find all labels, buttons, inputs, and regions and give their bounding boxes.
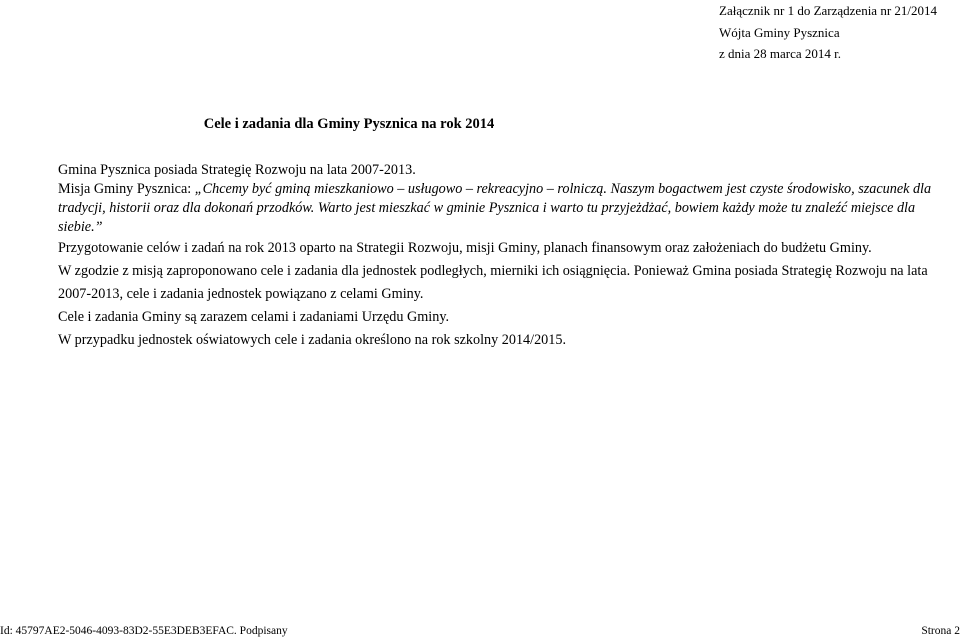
document-header [719, 0, 937, 65]
preparation-paragraph: Przygotowanie celów i zadań na rok 2013 oparto na Strategii Rozwoju, misji Gminy, planach finansowym oraz założeniach do budżetu Gminy. [58, 240, 872, 256]
strategy-paragraph: Gmina Pysznica posiada Strategię Rozwoju na lata 2007-2013. [58, 162, 416, 178]
mission-label: Misja Gminy Pysznica: [58, 181, 195, 197]
document-id-footer: Id: 45797AE2-5046-4093-83D2-55E3DEB3EFAC. Podpisany [0, 625, 288, 637]
mission-quote: „Chcemy być gminą mieszkaniowo – usługowo – rekreacyjno – rolniczą. Naszym bogactwem jest czyste środowisko, szacunek dla tradycji, historii oraz dla dokonań przodków. Warto jest mieszkać w gminie Pysznica i warto tu przyjeżdżać, bowiem każdy może tu znaleźć miejsce dla siebie.” [58, 181, 932, 235]
goals-paragraph: Cele i zadania Gminy są zarazem celami i zadaniami Urzędu Gminy. [58, 309, 450, 325]
document-title: Cele i zadania dla Gminy Pysznica na rok 2014 [203, 116, 495, 132]
education-paragraph: W przypadku jednostek oświatowych cele i zadania określono na rok szkolny 2014/2015. [58, 332, 566, 348]
agreement-paragraph: W zgodzie z misją zaproponowano cele i zadania dla jednostek podległych, mierniki ich osiągnięcia. Ponieważ Gmina posiada Strategię Rozwoju na lata 2007-2013, cele i zadania jednostek powiązano z celami Gminy. [58, 263, 928, 302]
header-attachment-line: Załącznik nr 1 do Zarządzenia nr 21/2014 [719, 3, 938, 18]
mission-paragraph [58, 180, 938, 237]
header-date-line: z dnia 28 marca 2014 r. [719, 46, 842, 61]
document-body [58, 161, 938, 352]
header-issuer-line: Wójta Gminy Pysznica [719, 24, 840, 40]
page-number-footer: Strona 2 [921, 625, 960, 637]
